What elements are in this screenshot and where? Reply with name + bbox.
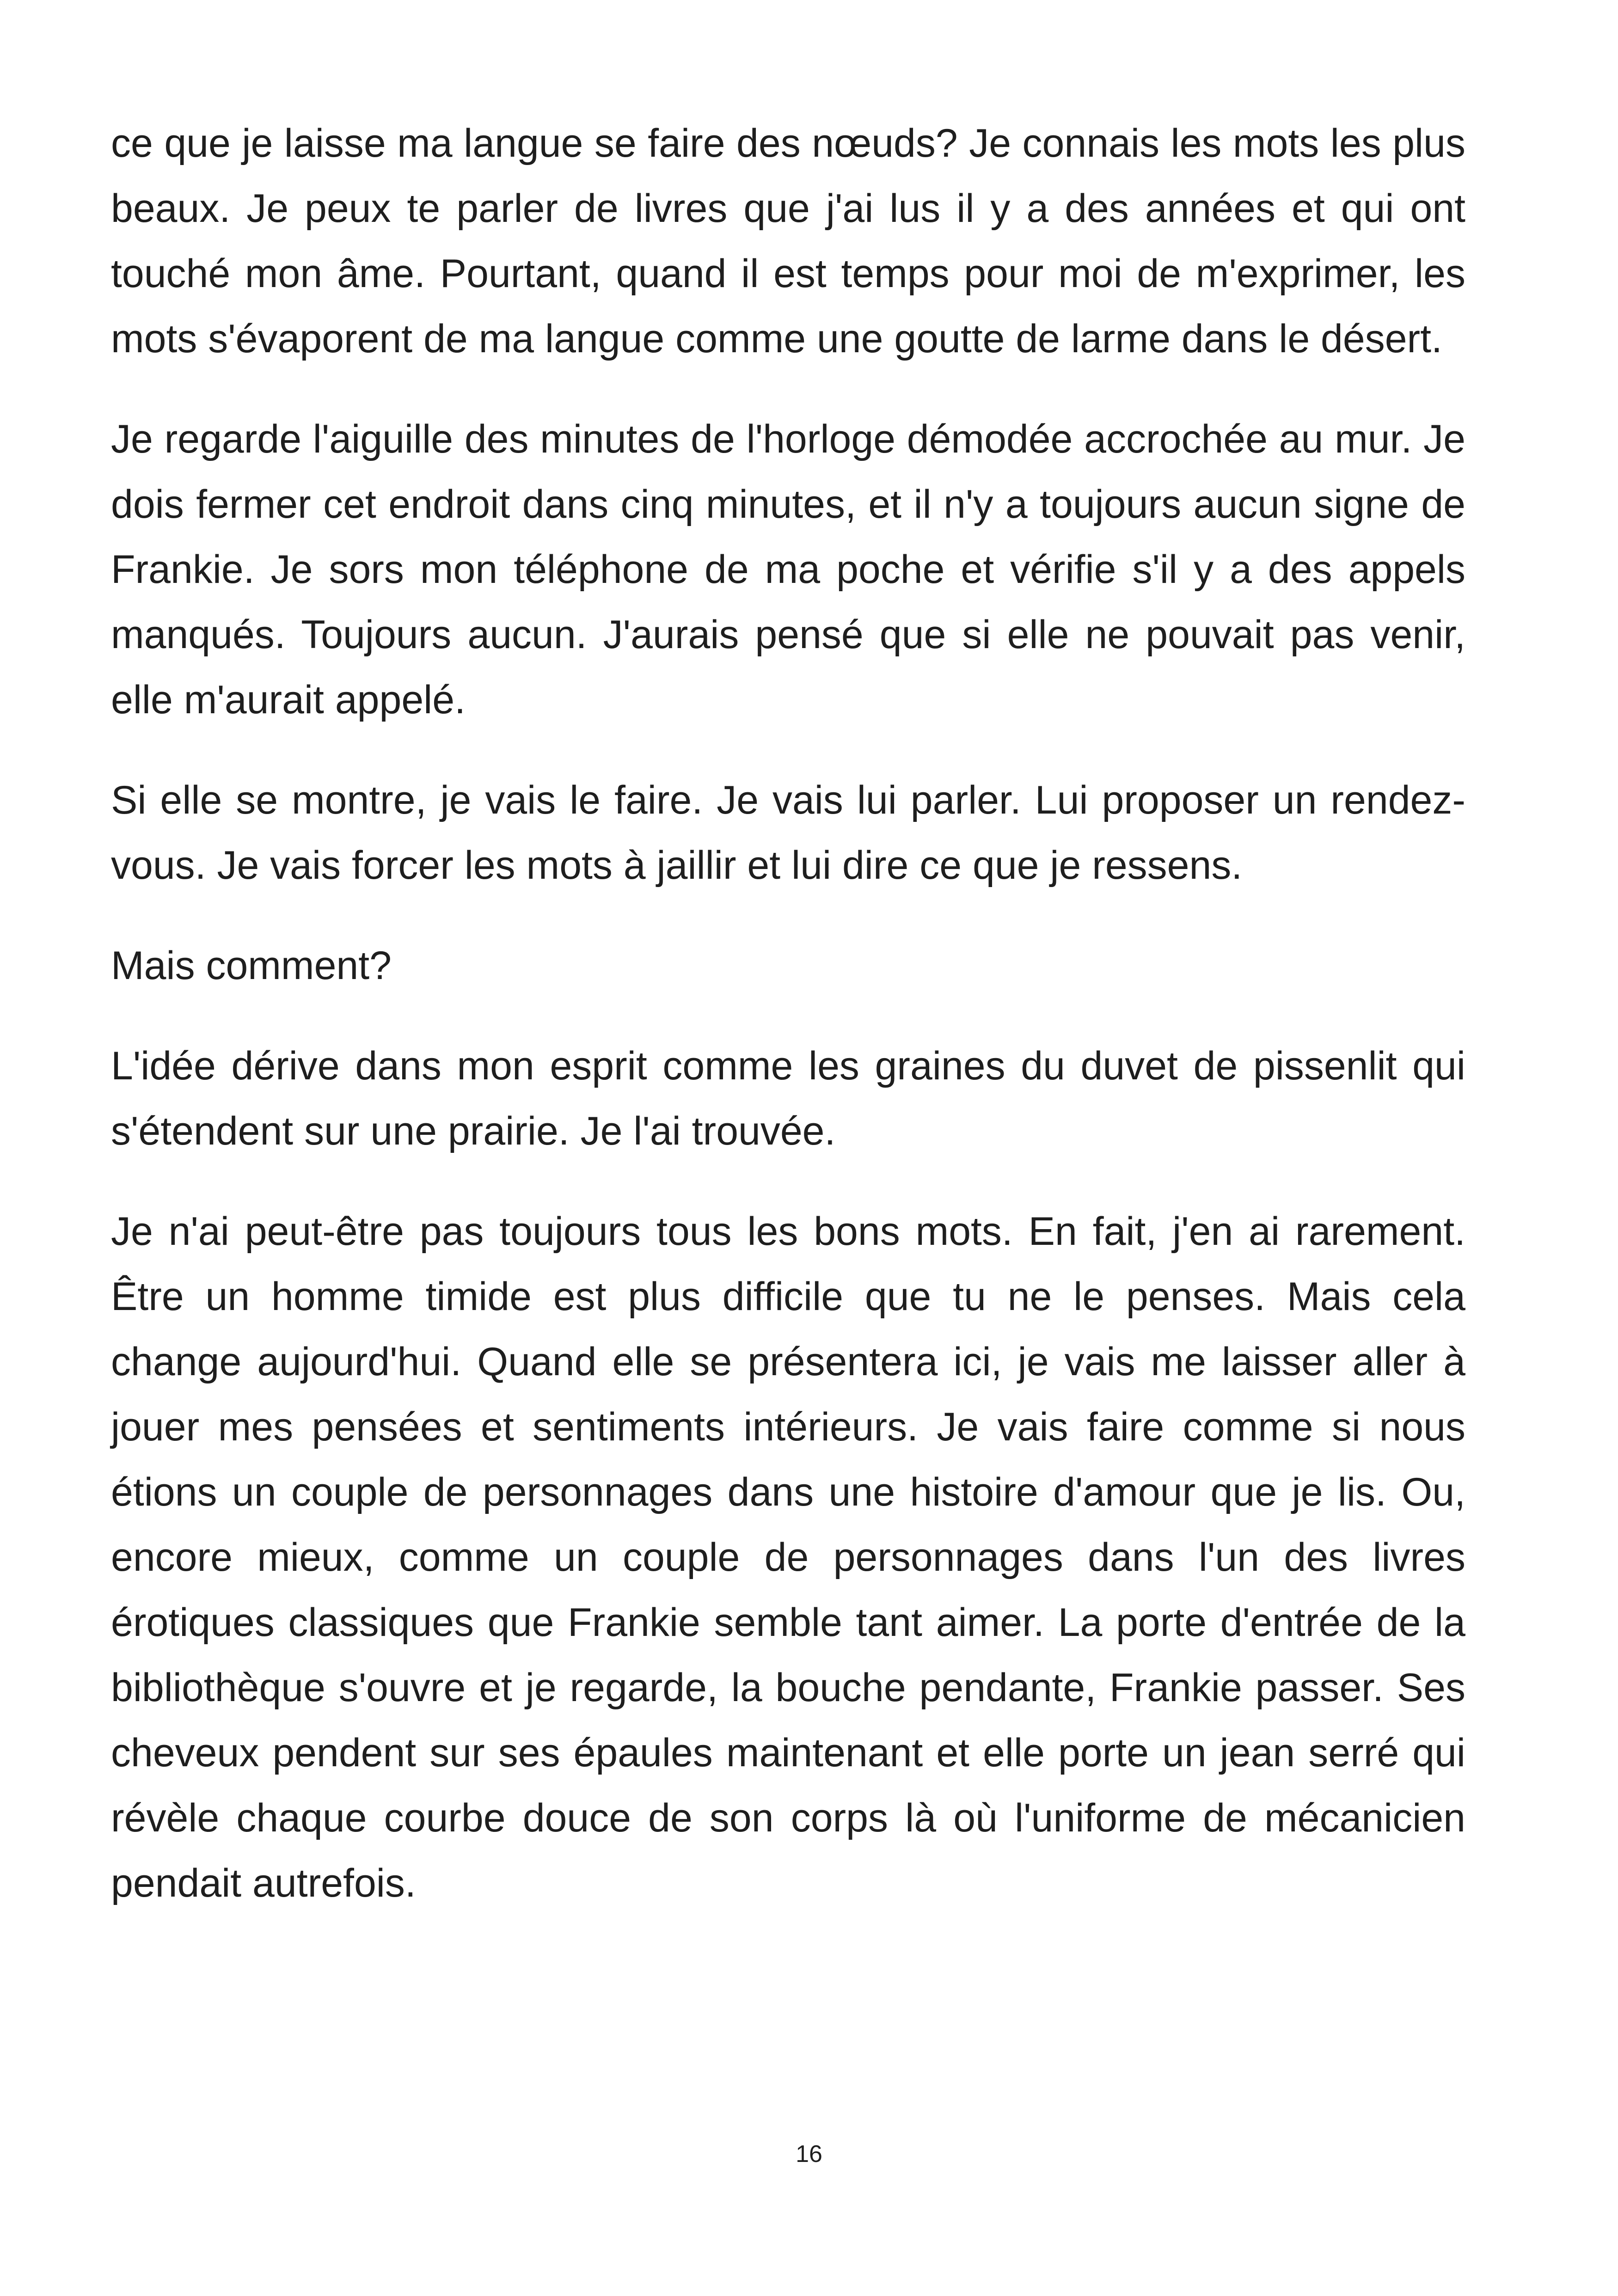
paragraph-6: Je n'ai peut-être pas toujours tous les bons mots. En fait, j'en ai rarement. Être un homme timide est plus difficile que tu ne le penses. Mais cela change aujourd'hui. Quand elle se présentera ici, je vais me laisser aller à jouer mes pensées et sentiments intérieurs. Je vais faire comme si nous étions un couple de personnages dans une histoire d'amour que je lis. Ou, encore mieux, comme un couple de personnages dans l'un des livres érotiques classiques que Frankie semble tant aimer. La porte d'entrée de la bibliothèque s'ouvre et je regarde, la bouche pendante, Frankie passer. Ses cheveux pendent sur ses épaules maintenant et elle porte un jean serré qui révèle chaque courbe douce de son corps là où l'uniforme de mécanicien pendait autrefois. bbox=[111, 1209, 1465, 1905]
paragraph-4: Mais comment? bbox=[111, 943, 392, 988]
paragraph-2: Je regarde l'aiguille des minutes de l'horloge démodée accrochée au mur. Je dois fermer cet endroit dans cinq minutes, et il n'y a toujours aucun signe de Frankie. Je sors mon téléphone de ma poche et vérifie s'il y a des appels manqués. Toujours aucun. J'aurais pensé que si elle ne pouvait pas venir, elle m'aurait appelé. bbox=[111, 417, 1465, 722]
paragraph-1: ce que je laisse ma langue se faire des nœuds? Je connais les mots les plus beaux. Je peux te parler de livres que j'ai lus il y a des années et qui ont touché mon âme. Pourtant, quand il est temps pour moi de m'exprimer, les mots s'évaporent de ma langue comme une goutte de larme dans le désert. bbox=[111, 121, 1465, 361]
paragraph-5: L'idée dérive dans mon esprit comme les graines du duvet de pissenlit qui s'étendent sur une prairie. Je l'ai trouvée. bbox=[111, 1044, 1465, 1153]
page-number: 16 bbox=[796, 2141, 822, 2167]
paragraph-3: Si elle se montre, je vais le faire. Je vais lui parler. Lui proposer un rendez-vous. Je vais forcer les mots à jaillir et lui dire ce que je ressens. bbox=[111, 778, 1465, 888]
body-text bbox=[111, 111, 1465, 1951]
